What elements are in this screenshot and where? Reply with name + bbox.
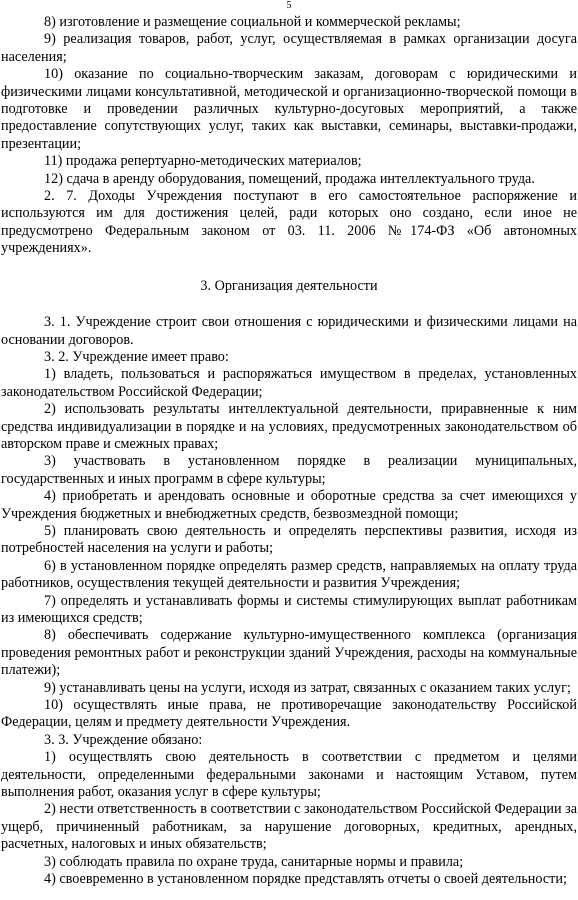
list-item: 3) соблюдать правила по охране труда, санитарные нормы и правила; bbox=[44, 853, 464, 870]
list-item: 7) определять и устанавливать формы и системы стимулирующих выплат работникам из имеющихся средств; bbox=[1, 592, 577, 626]
list-item: 2) нести ответственность в соответствии с законодательством Российской Федерации за ущерб, причиненный работникам, за нарушение договорных, кредитных, арендных, расчетных, налоговых и иных обязательств; bbox=[1, 801, 577, 853]
list-item: 11) продажа репертуарно-методических материалов; bbox=[44, 153, 362, 170]
list-item: 10) оказание по социально-творческим заказам, договорам с юридическими и физическими лицами консультативной, методической и организационно-творческой помощи в подготовке и проведении различных культурно-досуговых мероприятий, а также предоставление сопутствующих услуг, таких как выставки, семинары, выставки-продажи, презентации; bbox=[1, 66, 577, 152]
list-item: 6) в установленном порядке определять размер средств, направляемых на оплату труда работников, осуществления текущей деятельности и развития Учреждения; bbox=[1, 557, 577, 592]
document-body bbox=[1, 14, 577, 889]
list-item: 8) обеспечивать содержание культурно-имущественного комплекса (организация проведения ремонтных работ и реконструкции зданий Учреждения, расходы на коммунальные платежи); bbox=[1, 627, 577, 679]
list-item: 2) использовать результаты интеллектуальной деятельности, приравненные к ним средства индивидуализации в порядке и на условиях, предусмотренных законодательством об авторском праве и смежных правах; bbox=[1, 401, 577, 452]
list-item: 3) участвовать в установленном порядке в реализации муниципальных, государственных и иных программ в сфере культуры; bbox=[1, 453, 577, 487]
clause-3-2: 3. 2. Учреждение имеет право: bbox=[44, 348, 229, 365]
list-item: 10) осуществлять иные права, не противоречащие законодательству Российской Федерации, целям и предмету деятельности Учреждения. bbox=[1, 697, 577, 731]
list-item: 8) изготовление и размещение социальной и коммерческой рекламы; bbox=[44, 14, 461, 30]
section-heading: 3. Организация деятельности bbox=[200, 277, 378, 294]
clause-3-1: 3. 1. Учреждение строит свои отношения с юридическими и физическими лицами на основании договоров. bbox=[1, 314, 577, 348]
list-item: 9) устанавливать цены на услуги, исходя из затрат, связанных с оказанием таких услуг; bbox=[44, 679, 571, 696]
list-item: 1) осуществлять свою деятельность в соответствии с предметом и целями деятельности, определенными федеральными законами и настоящим Уставом, путем выполнения работ, оказания услуг в сфере культуры; bbox=[1, 749, 577, 801]
clause-2-7: 2. 7. Доходы Учреждения поступают в его самостоятельное распоряжение и используются им для достижения целей, ради которых оно создано, если иное не предусмотрено Федеральным законом от 03. 11. 2006 №174-ФЗ «Об автономных учреждениях». bbox=[1, 188, 577, 257]
list-item: 4) приобретать и арендовать основные и оборотные средства за счет имеющихся у Учреждения бюджетных и внебюджетных средств, безвозмездной помощи; bbox=[1, 488, 577, 522]
list-item: 1) владеть, пользоваться и распоряжаться имуществом в пределах, установленных законодательством Российской Федерации; bbox=[1, 366, 577, 400]
list-item: 5) планировать свою деятельность и определять перспективы развития, исходя из потребностей населения на услуги и работы; bbox=[1, 522, 577, 557]
page-number: 5 bbox=[286, 0, 292, 11]
list-item: 9) реализация товаров, работ, услуг, осуществляемая в рамках организации досуга населения; bbox=[1, 31, 577, 65]
list-item: 4) своевременно в установленном порядке представлять отчеты о своей деятельности; bbox=[44, 871, 567, 888]
list-item: 12) сдача в аренду оборудования, помещений, продажа интеллектуального труда. bbox=[44, 170, 535, 187]
clause-3-3: 3. 3. Учреждение обязано: bbox=[44, 731, 203, 748]
